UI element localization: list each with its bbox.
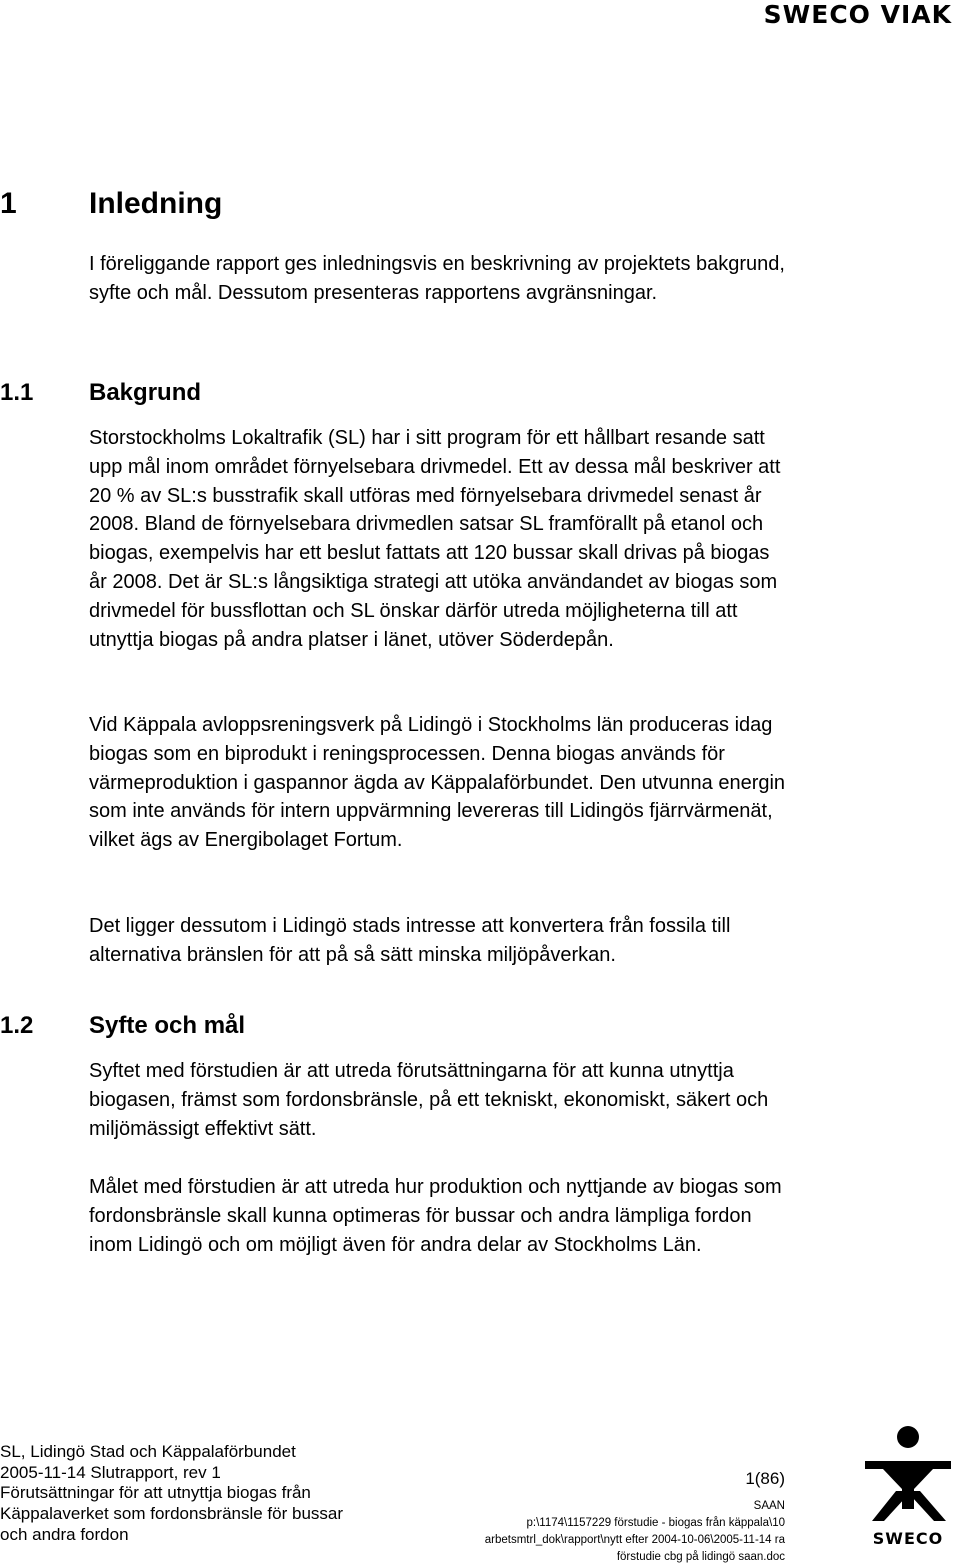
sweco-logo: [862, 1425, 954, 1552]
footer-path-line: förstudie cbg på lidingö saan.doc: [616, 1551, 785, 1563]
footer-path-line: p:\1174\1157229 förstudie - biogas från käppala\10: [526, 1517, 785, 1529]
footer-line: 2005-11-14 Slutrapport, rev 1: [0, 1462, 221, 1482]
footer-line: SL, Lidingö Stad och Käppalaförbundet: [0, 1442, 296, 1461]
section-number: 1.2: [0, 1012, 34, 1039]
background-paragraph-1: Storstockholms Lokaltrafik (SL) har i sitt program för ett hållbart resande satt upp mål inom området förnyelsebara drivmedel. Ett av dessa mål beskriver att 20 % av SL:s busstrafik skall utföras med förnyelsebara drivmedel senast år 2008. Bland de förnyelsebara drivmedlen satsar SL framförallt på etanol och biogas, exempelvis har ett beslut fattats att 120 bussar skall drivas på biogas år 2008. Det är SL:s långsiktiga strategi att utöka användandet av biogas som drivmedel för bussflottan och SL önskar därför utreda möjligheterna till att utnyttja biogas på andra platser i länet, utöver Söderdepån.: [89, 427, 781, 651]
section-title: Bakgrund: [89, 379, 202, 406]
section-title: Syfte och mål: [89, 1012, 246, 1039]
purpose-paragraph-1: Syftet med förstudien är att utreda förutsättningarna för att kunna utnyttja biogasen, främst som fordonsbränsle, på ett tekniskt, ekonomiskt, säkert och miljömässigt effektivt sätt.: [89, 1060, 769, 1140]
section-number: 1: [0, 187, 17, 220]
page-number: 1(86): [745, 1469, 785, 1488]
background-paragraph-3: Det ligger dessutom i Lidingö stads intresse att konvertera från fossila till alternativa bränslen för att på så sätt minska miljöpåverkan.: [89, 915, 731, 966]
footer-path-line: arbetsmtrl_dok\rapport\nytt efter 2004-10-06\2005-11-14 ra: [484, 1534, 785, 1546]
purpose-paragraph-2: Målet med förstudien är att utreda hur produktion och nyttjande av biogas som fordonsbränsle skall kunna optimeras för bussar och andra lämpliga fordon inom Lidingö och om möjligt även för andra delar av Stockholms Län.: [89, 1176, 782, 1256]
sweco-figure-icon: [862, 1425, 954, 1525]
footer-line: Förutsättningar för att utnyttja biogas från: [0, 1483, 311, 1503]
footer-line: Käppalaverket som fordonsbränsle för bussar: [0, 1504, 344, 1524]
section-number: 1.1: [0, 379, 34, 406]
company-brand: SWECO VIAK: [763, 0, 952, 29]
section-title: Inledning: [89, 187, 223, 220]
footer-file-info: [485, 1498, 785, 1566]
intro-paragraph: I föreliggande rapport ges inledningsvis en beskrivning av projektets bakgrund, syfte och mål. Dessutom presenteras rapportens avgränsningar.: [89, 253, 785, 304]
footer-line: och andra fordon: [0, 1524, 129, 1544]
background-paragraph-2: Vid Käppala avloppsreningsverk på Lidingö i Stockholms län produceras idag biogas som en biprodukt i reningsprocessen. Denna biogas används för värmeproduktion i gaspannor ägda av Käppalaförbundet. Den utvunna energin som inte används för intern uppvärmning levereras till Lidingös fjärrvärmenät, vilket ägs av Energibolaget Fortum.: [89, 714, 786, 852]
sweco-logo-text: SWECO: [872, 1529, 944, 1548]
footer-author: SAAN: [753, 1500, 785, 1512]
footer-project-info: [0, 1442, 343, 1546]
